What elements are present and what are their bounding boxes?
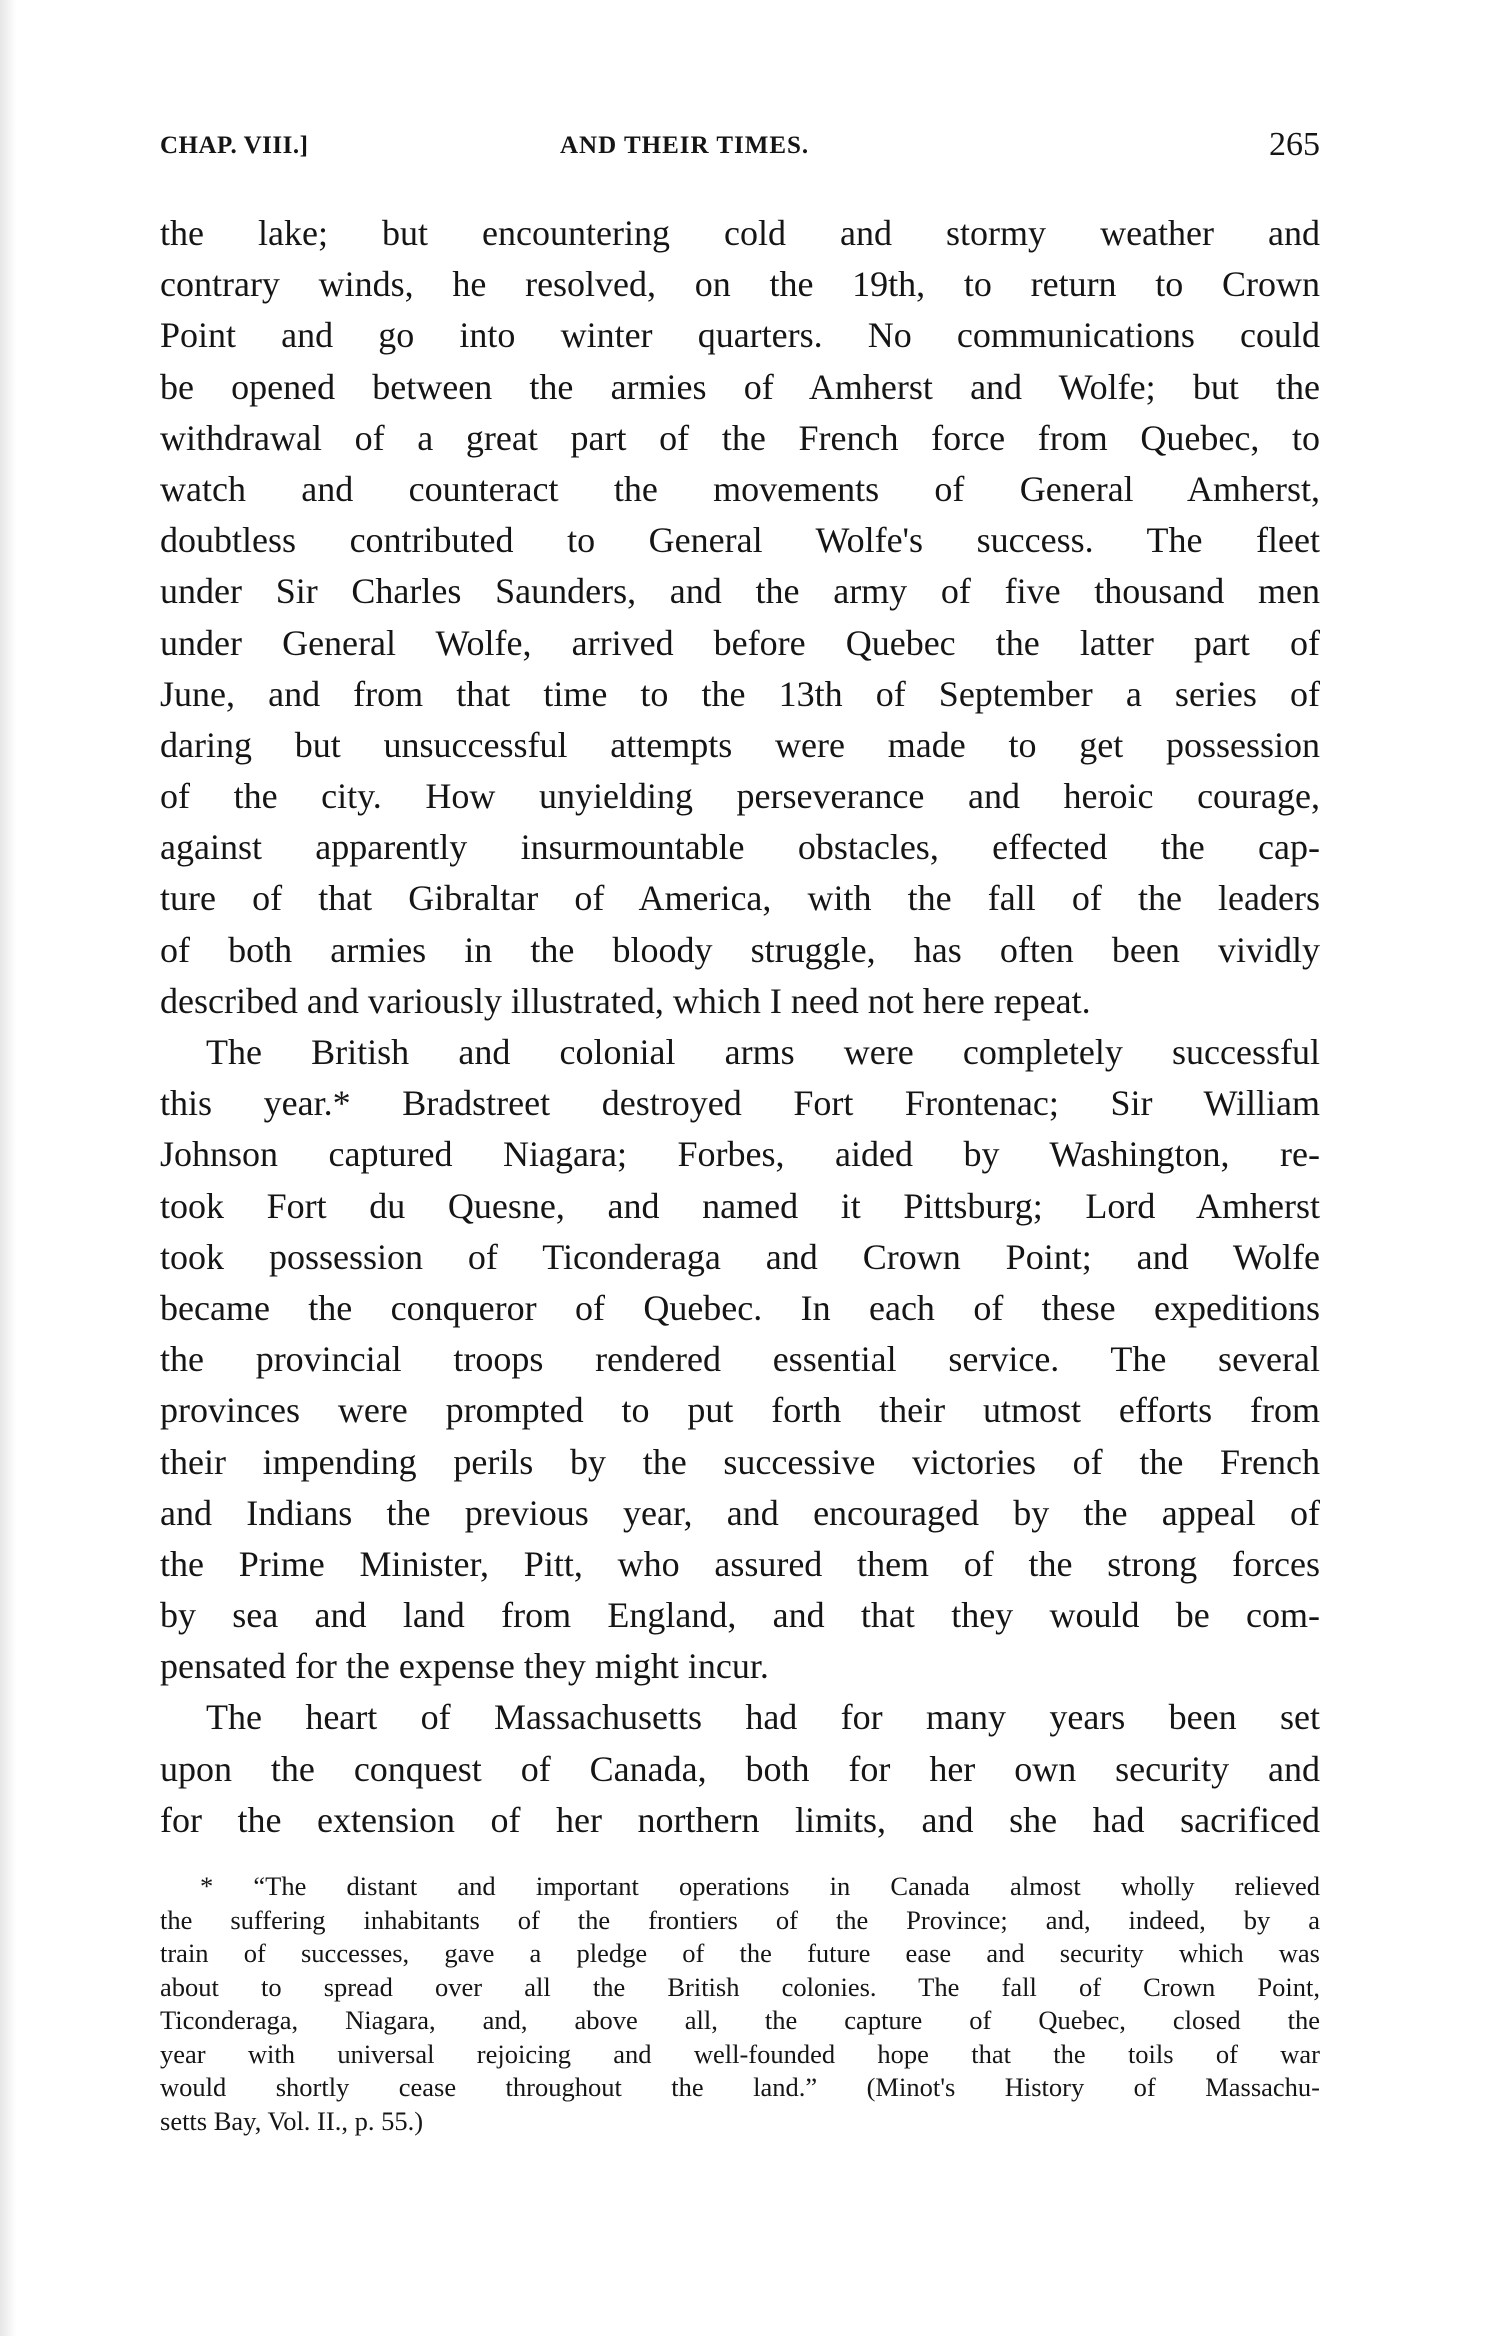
text-line: of the city. How unyielding perseverance and heroic courage,	[160, 776, 1320, 817]
paragraph-2	[160, 1027, 1320, 1692]
footnote-line: Ticonderaga, Niagara, and, above all, the capture of Quebec, closed the	[160, 2005, 1320, 2035]
text-line: The British and colonial arms were completely successful	[206, 1032, 1320, 1072]
text-line: withdrawal of a great part of the French force from Quebec, to	[160, 417, 1320, 458]
paragraph-3	[160, 1692, 1320, 1846]
text-line: Point and go into winter quarters. No communications could	[160, 315, 1320, 356]
footnote-line: * “The distant and important operations in Canada almost wholly relieved	[200, 1871, 1320, 1901]
footnote	[160, 1870, 1320, 2138]
text-line: became the conqueror of Quebec. In each of these expeditions	[160, 1287, 1320, 1328]
text-line: of both armies in the bloody struggle, has often been vividly	[160, 929, 1320, 970]
text-line: the provincial troops rendered essential service. The several	[160, 1339, 1320, 1380]
text-line: pensated for the expense they might incur.	[160, 1646, 769, 1687]
running-title: AND THEIR TIMES.	[560, 132, 810, 159]
text-line: provinces were prompted to put forth their utmost efforts from	[160, 1390, 1320, 1431]
text-line: described and variously illustrated, which I need not here repeat.	[160, 980, 1091, 1021]
footnote-line: train of successes, gave a pledge of the future ease and security which was	[160, 1938, 1320, 1968]
text-line: under Sir Charles Saunders, and the army of five thousand men	[160, 571, 1320, 612]
text-line: be opened between the armies of Amherst and Wolfe; but the	[160, 366, 1320, 407]
text-line: under General Wolfe, arrived before Quebec the latter part of	[160, 622, 1320, 663]
page-number: 265	[1269, 126, 1320, 163]
text-line: took possession of Ticonderaga and Crown Point; and Wolfe	[160, 1236, 1320, 1277]
footnote-line: setts Bay, Vol. II., p. 55.)	[160, 2105, 424, 2136]
text-line: daring but unsuccessful attempts were made to get possession	[160, 724, 1320, 765]
text-line: upon the conquest of Canada, both for her own security and	[160, 1748, 1320, 1789]
text-line: against apparently insurmountable obstacles, effected the cap-	[160, 827, 1320, 868]
text-line: June, and from that time to the 13th of September a series of	[160, 673, 1320, 714]
page-header	[160, 126, 1320, 172]
text-line: this year.* Bradstreet destroyed Fort Frontenac; Sir William	[160, 1083, 1320, 1124]
text-line: by sea and land from England, and that they would be com-	[160, 1595, 1320, 1636]
page-edge-shadow	[0, 0, 16, 2336]
text-line: took Fort du Quesne, and named it Pittsburg; Lord Amherst	[160, 1185, 1320, 1226]
text-line: ture of that Gibraltar of America, with the fall of the leaders	[160, 878, 1320, 919]
footnote-line: year with universal rejoicing and well-founded hope that the toils of war	[160, 2038, 1320, 2069]
chapter-label: CHAP. VIII.]	[160, 132, 309, 159]
footnote-line: would shortly cease throughout the land.” (Minot's History of Massachu-	[160, 2072, 1320, 2102]
text-line: their impending perils by the successive victories of the French	[160, 1441, 1320, 1482]
paragraph-1	[160, 208, 1320, 1027]
text-line: for the extension of her northern limits, and she had sacrificed	[160, 1799, 1320, 1840]
text-line: the lake; but encountering cold and stormy weather and	[160, 213, 1320, 253]
body-text	[160, 208, 1320, 1846]
text-line: the Prime Minister, Pitt, who assured them of the strong forces	[160, 1543, 1320, 1584]
footnote-line: about to spread over all the British colonies. The fall of Crown Point,	[160, 1971, 1320, 2002]
text-line: watch and counteract the movements of General Amherst,	[160, 468, 1320, 509]
text-line: and Indians the previous year, and encouraged by the appeal of	[160, 1492, 1320, 1533]
footnote-line: the suffering inhabitants of the frontiers of the Province; and, indeed, by a	[160, 1904, 1320, 1935]
text-line: contrary winds, he resolved, on the 19th, to return to Crown	[160, 264, 1320, 305]
text-line: Johnson captured Niagara; Forbes, aided by Washington, re-	[160, 1134, 1320, 1175]
text-line: The heart of Massachusetts had for many years been set	[206, 1697, 1320, 1738]
text-line: doubtless contributed to General Wolfe's success. The fleet	[160, 520, 1320, 561]
